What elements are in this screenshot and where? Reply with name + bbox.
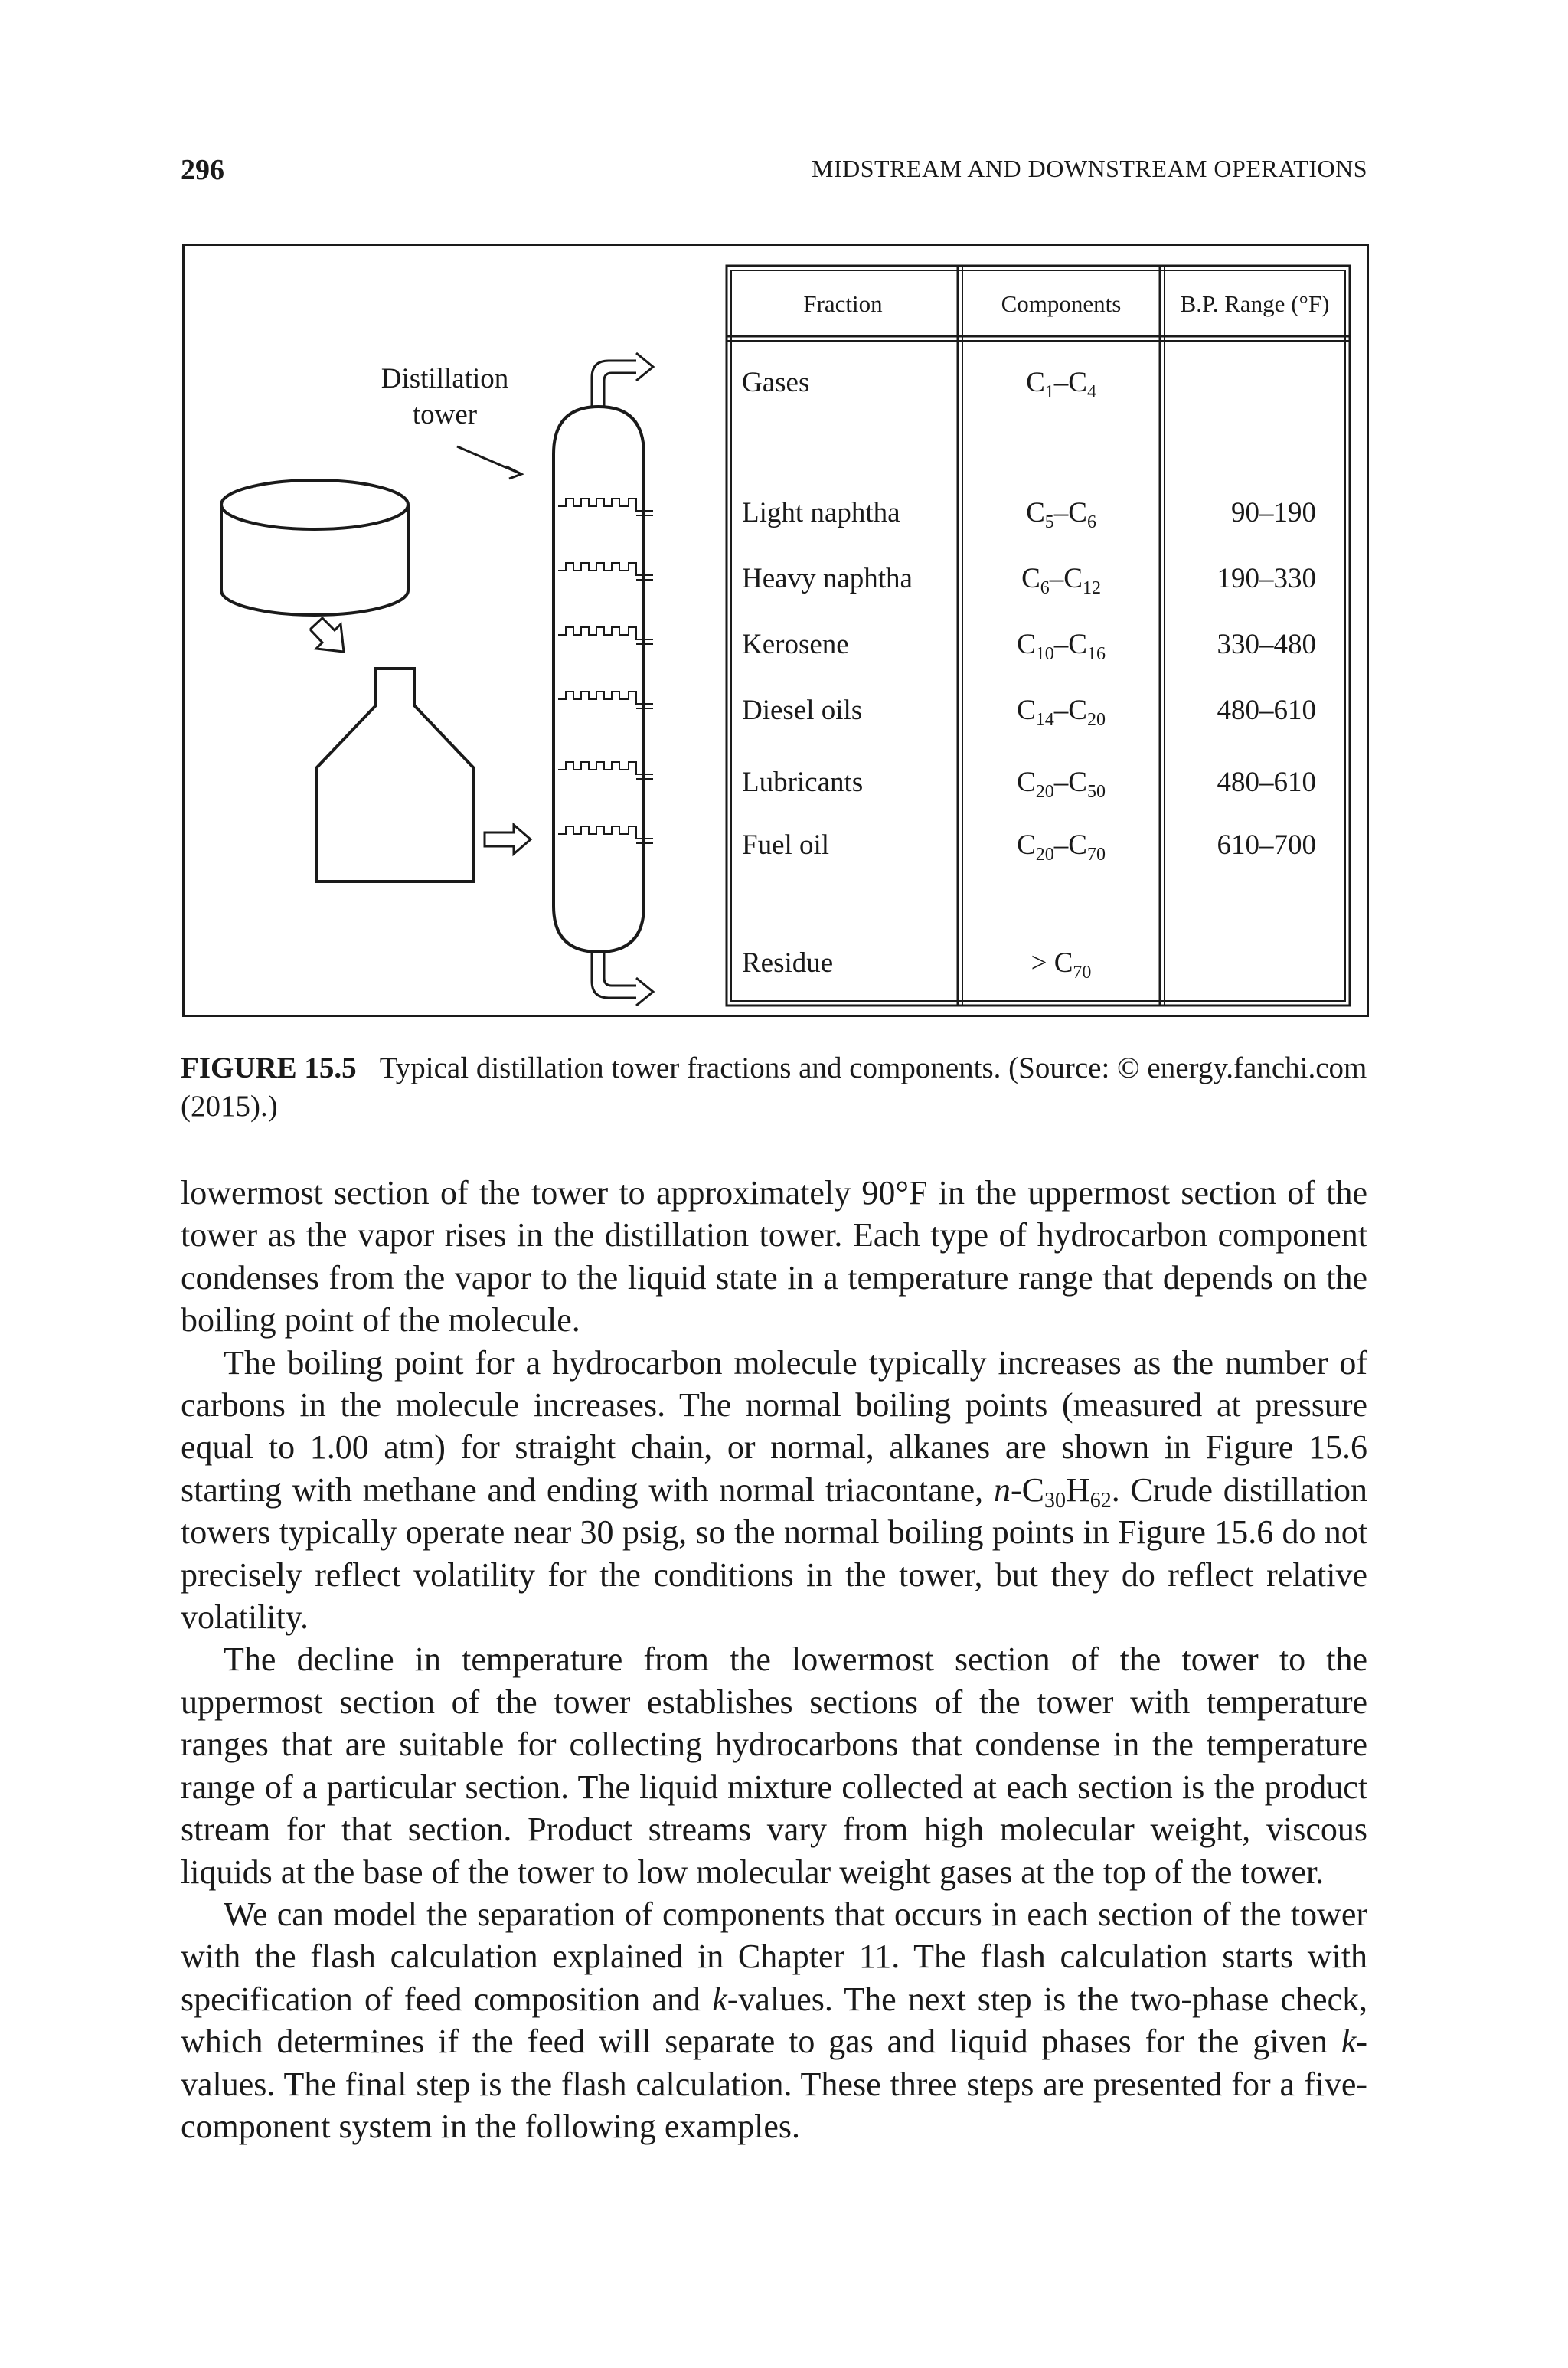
fraction-residue: Residue [742, 947, 834, 979]
figure-15-5 [182, 244, 1369, 1017]
paragraph-1: lowermost section of the tower to approximately 90°F in the uppermost section of the tower as the vapor rises in the distillation tower. Each type of hydrocarbon component condenses from the vapor to the liquid state in a temperature range that depends on the boiling point of the molecule. [181, 1174, 1367, 1339]
components-kerosene: $C_{10}-C_{16}$ [1017, 629, 1106, 664]
components-diesel-oils: $C_{14}-C_{20}$ [1017, 695, 1106, 730]
range-kerosene: 330–480 [1217, 629, 1316, 660]
crude-to-furnace-arrow [311, 618, 344, 652]
fraction-lubricants: Lubricants [742, 767, 864, 798]
distillation-diagram [185, 246, 1367, 1015]
caption-label: FIGURE 15.5 [181, 1052, 357, 1084]
distillation-tower [554, 407, 644, 952]
tower-pointer-arrow [457, 446, 521, 479]
fraction-fuel-oil: Fuel oil [742, 829, 830, 861]
range-fuel-oil: 610–700 [1217, 829, 1316, 861]
header-bp-range: B.P. Range (°F) [1180, 290, 1330, 317]
furnace-to-tower-arrow [485, 825, 531, 854]
range-lubricants: 480–610 [1217, 767, 1316, 798]
components-residue: > $C_{70}$ [1031, 947, 1092, 983]
gas-outlet-pipe [592, 353, 653, 408]
label-tower: tower [412, 399, 478, 430]
components-fuel-oil: $C_{20}-C_{70}$ [1017, 829, 1106, 865]
paragraph-4: We can model the separation of components that occurs in each section of the tower with the flash calculation explained in Chapter 11. The flash calculation starts with specification of feed composition and k-values. The next step is the two-phase check, which determines if the feed will separate to gas and liquid phases for the given k-values. The final step is the flash calculation. These three steps are presented for a five-component system in the following examples. [181, 1895, 1368, 2145]
fraction-diesel-oils: Diesel oils [742, 695, 863, 726]
fraction-gases: Gases [742, 367, 810, 398]
body-text [181, 1172, 1367, 2147]
components-gases: $C_1-C_4$ [1026, 367, 1096, 402]
range-heavy-naphtha: 190–330 [1217, 563, 1316, 594]
paragraph-3: The decline in temperature from the lowermost section of the tower to the uppermost section of the tower establishes sections of the tower with temperature ranges that are suitable for collecting hydrocarbons that condense in the temperature range of a particular section. The liquid mixture collected at each section is the product stream for that section. Product streams vary from high molecular weight, viscous liquids at the base of the tower to low molecular weight gases at the top of the tower. [181, 1640, 1367, 1891]
furnace [316, 669, 474, 881]
page-header [181, 153, 1367, 191]
figure-caption [181, 1049, 1367, 1126]
components-lubricants: $C_{20}-C_{50}$ [1017, 767, 1106, 802]
paragraph-2: The boiling point for a hydrocarbon molecule typically increases as the number of carbons in the molecule increases. The normal boiling points (measured at pressure equal to 1.00 atm) for straight chain, or normal, alkanes are shown in Figure 15.6 starting with methane and ending with normal triacontane, $n-C_{30}H_{62}$. Crude distillation towers typically operate near 30 psig, so the normal boiling points in Figure 15.6 do not precisely reflect volatility for the conditions in the tower, but they do reflect relative volatility. [181, 1343, 1367, 1637]
components-light-naphtha: $C_5-C_6$ [1026, 497, 1096, 532]
header-components: Components [1001, 290, 1122, 317]
caption-text: Typical distillation tower fractions and components. (Source: © energy.fanchi.com (2015).) [181, 1052, 1367, 1123]
running-head: MIDSTREAM AND DOWNSTREAM OPERATIONS [812, 155, 1367, 182]
residue-outlet-pipe [592, 950, 653, 1006]
fraction-kerosene: Kerosene [742, 629, 849, 660]
range-diesel-oils: 480–610 [1217, 695, 1316, 726]
page-number: 296 [181, 154, 224, 186]
fraction-light-naphtha: Light naphtha [742, 497, 900, 528]
crude-oil-tank [221, 480, 408, 615]
range-light-naphtha: 90–190 [1231, 497, 1316, 528]
components-heavy-naphtha: $C_6-C_{12}$ [1021, 563, 1101, 598]
label-distillation: Distillation [381, 363, 509, 394]
header-fraction: Fraction [803, 290, 883, 317]
fraction-heavy-naphtha: Heavy naphtha [742, 563, 913, 594]
